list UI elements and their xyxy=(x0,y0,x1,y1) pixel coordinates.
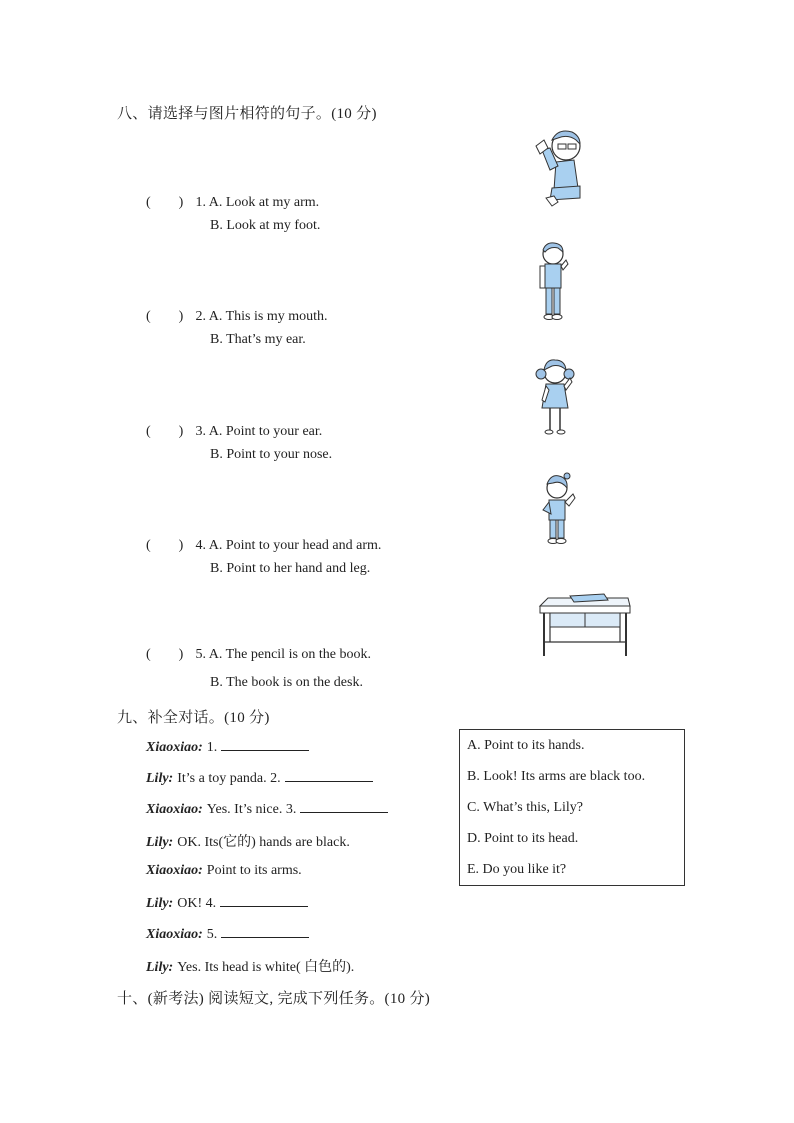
option-e: E. Do you like it? xyxy=(467,862,567,877)
dialogue-line-1 xyxy=(146,738,309,756)
question-number: 5. xyxy=(195,647,206,662)
speaker-name: Xiaoxiao: xyxy=(146,740,203,755)
answer-blank-2[interactable] xyxy=(285,769,373,782)
dialogue-line-3 xyxy=(146,800,388,818)
dialogue-line-8 xyxy=(146,956,354,976)
speaker-name: Xiaoxiao: xyxy=(146,927,203,942)
options-box xyxy=(459,729,685,886)
dialogue-text: Yes. It’s nice. 3. xyxy=(206,802,297,817)
dialogue-text: It’s a toy panda. 2. xyxy=(177,771,281,786)
answer-blank-5[interactable] xyxy=(221,925,309,938)
question-number: 2. xyxy=(195,309,206,324)
picture-1-boy-sitting xyxy=(528,126,584,208)
dialogue-line-4 xyxy=(146,831,350,851)
question-2-option-b: B. That’s my ear. xyxy=(210,332,306,347)
speaker-name: Lily: xyxy=(146,960,174,975)
answer-paren[interactable]: ( ) xyxy=(146,538,184,553)
dialogue-text: 1. xyxy=(206,740,218,755)
question-5 xyxy=(146,643,371,663)
option-a: A. Point to its hands. xyxy=(467,738,585,753)
answer-paren[interactable]: ( ) xyxy=(146,195,184,210)
speaker-name: Lily: xyxy=(146,835,174,850)
option-a: A. Point to your head and arm. xyxy=(208,538,382,553)
dialogue-text: Point to its arms. xyxy=(206,863,302,878)
dialogue-text: Yes. Its head is white( 白色的). xyxy=(177,960,355,975)
option-c: C. What’s this, Lily? xyxy=(467,800,584,815)
dialogue-text: OK. Its(它的) hands are black. xyxy=(177,835,350,850)
dialogue-line-2 xyxy=(146,769,373,787)
answer-paren[interactable]: ( ) xyxy=(146,424,184,439)
answer-blank-1[interactable] xyxy=(221,738,309,751)
picture-3-girl-standing xyxy=(534,356,576,436)
dialogue-text: OK! 4. xyxy=(177,896,217,911)
question-4-option-b: B. Point to her hand and leg. xyxy=(210,561,371,576)
option-a: A. The pencil is on the book. xyxy=(208,647,372,662)
dialogue-line-6 xyxy=(146,894,308,912)
question-3-option-b: B. Point to your nose. xyxy=(210,447,333,462)
question-3 xyxy=(146,420,322,440)
section-10-title: 十、(新考法) 阅读短文, 完成下列任务。(10 分) xyxy=(117,991,431,1007)
speaker-name: Xiaoxiao: xyxy=(146,863,203,878)
dialogue-line-5 xyxy=(146,863,302,879)
picture-2-boy-standing xyxy=(536,240,570,322)
option-a: A. Look at my arm. xyxy=(208,195,320,210)
answer-paren[interactable]: ( ) xyxy=(146,647,184,662)
section-9-title: 九、补全对话。(10 分) xyxy=(117,710,270,726)
answer-blank-4[interactable] xyxy=(220,894,308,907)
answer-paren[interactable]: ( ) xyxy=(146,309,184,324)
speaker-name: Xiaoxiao: xyxy=(146,802,203,817)
question-number: 4. xyxy=(195,538,206,553)
question-1 xyxy=(146,191,319,211)
option-a: A. This is my mouth. xyxy=(208,309,328,324)
section-8-title: 八、请选择与图片相符的句子。(10 分) xyxy=(117,106,377,122)
picture-4-girl-pointing xyxy=(537,470,579,546)
answer-blank-3[interactable] xyxy=(300,800,388,813)
option-b: B. Look! Its arms are black too. xyxy=(467,769,646,784)
question-number: 3. xyxy=(195,424,206,439)
dialogue-line-7 xyxy=(146,925,309,943)
dialogue-text: 5. xyxy=(206,927,218,942)
question-1-option-b: B. Look at my foot. xyxy=(210,218,321,233)
option-d: D. Point to its head. xyxy=(467,831,579,846)
question-4 xyxy=(146,534,381,554)
question-5-option-b: B. The book is on the desk. xyxy=(210,675,363,690)
speaker-name: Lily: xyxy=(146,896,174,911)
picture-5-desk-with-book xyxy=(538,592,632,658)
question-number: 1. xyxy=(195,195,206,210)
question-2 xyxy=(146,305,328,325)
option-a: A. Point to your ear. xyxy=(208,424,323,439)
speaker-name: Lily: xyxy=(146,771,174,786)
